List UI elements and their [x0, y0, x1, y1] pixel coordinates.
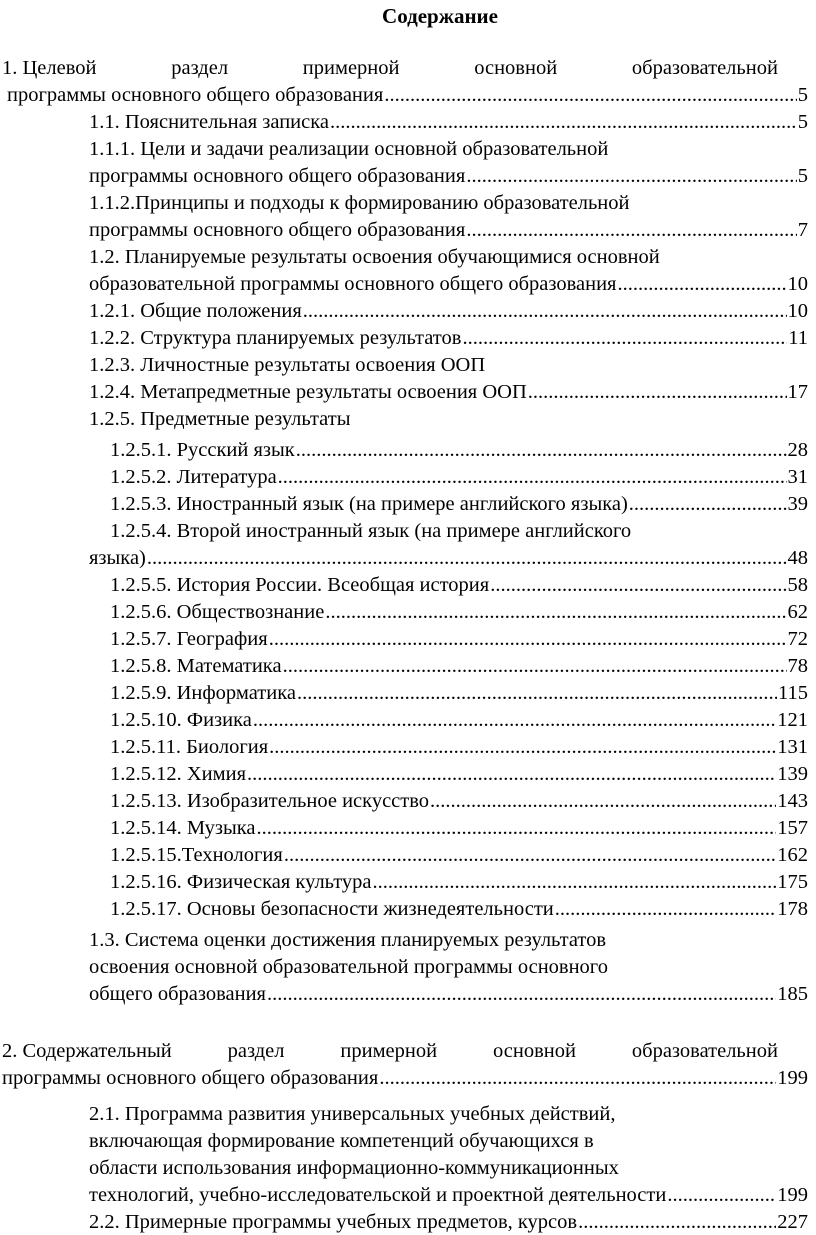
toc-leader-dots [555, 896, 776, 922]
toc-page-number: 10 [787, 300, 808, 322]
toc-entry [89, 136, 700, 162]
toc-leader-dots [296, 437, 787, 463]
toc-leader-dots [284, 842, 776, 868]
toc-page-number: 162 [777, 844, 808, 866]
toc-entry-text: 1.2.5.16. Физическая культура [110, 871, 372, 893]
toc-entry [110, 869, 808, 895]
toc-entry [89, 271, 808, 297]
toc-entry [110, 518, 778, 544]
toc-leader-dots [278, 464, 787, 490]
toc-entry [89, 954, 720, 980]
toc-page-number: 39 [787, 493, 808, 515]
toc-leader-dots [269, 626, 787, 652]
toc-page-number: 185 [777, 983, 808, 1005]
toc-page-number: 72 [787, 628, 808, 650]
toc-entry-text: 1.2.5.17. Основы безопасности жизнедеятельности [110, 898, 554, 920]
toc-page-number: 121 [777, 709, 808, 731]
toc-page-number: 199 [777, 1184, 808, 1206]
toc-entry [110, 761, 808, 787]
toc-page-number: 115 [778, 682, 808, 704]
toc-entry [89, 1182, 808, 1208]
toc-page-number: 5 [797, 84, 808, 106]
toc-entry [89, 545, 808, 571]
toc-heading-word: примерной [302, 57, 400, 79]
toc-entry [110, 572, 808, 598]
toc-entry [89, 406, 700, 432]
toc-heading-word: образовательной [631, 57, 778, 79]
toc-entry [2, 1065, 808, 1091]
toc-leader-dots [528, 379, 787, 405]
toc-entry-text: 1.2.5.13. Изобразительное искусство [110, 790, 430, 812]
toc-entry-text: 1.2. Планируемые результаты освоения обучающимися основной [89, 246, 660, 268]
toc-leader-dots [303, 298, 787, 324]
toc-entry-text: 1.2.5.3. Иностранный язык (на примере английского языка) [110, 493, 628, 515]
toc-entry [89, 1209, 808, 1235]
toc-leader-dots [629, 491, 787, 517]
toc-leader-dots [373, 869, 777, 895]
toc-entry-text: 1.2.5.15.Технология [110, 844, 283, 866]
toc-heading-word: 2. Содержательный [2, 1040, 172, 1062]
toc-page-number: 5 [797, 165, 808, 187]
toc-entry [110, 653, 808, 679]
toc-leader-dots [466, 163, 796, 189]
toc-leader-dots [618, 271, 787, 297]
toc-entry-text: 1.2.5.11. Биология [110, 736, 269, 758]
toc-page-number: 11 [788, 327, 808, 349]
toc-leader-dots [267, 981, 776, 1007]
toc-entry [89, 1155, 720, 1181]
toc-heading-word: основной [493, 1040, 576, 1062]
toc-heading-word: примерной [340, 1040, 438, 1062]
toc-entry-text: 1.1.2.Принципы и подходы к формированию образовательной [89, 192, 630, 214]
toc-section-heading [2, 1038, 778, 1064]
toc-entry-text: 1.2.5.9. Информатика [110, 682, 296, 704]
toc-entry [89, 109, 808, 135]
toc-entry-text: 1.2.3. Личностные результаты освоения ООП [89, 354, 486, 376]
toc-entry-text: 1.2.5.7. География [110, 628, 268, 650]
toc-page-number: 139 [777, 763, 808, 785]
toc-leader-dots [578, 1209, 776, 1235]
toc-page-number: 178 [777, 898, 808, 920]
toc-entry [89, 190, 720, 216]
toc-entry-text: программы основного общего образования [89, 219, 466, 241]
toc-entry [110, 464, 808, 490]
toc-entry-text: общего образования [89, 983, 266, 1005]
toc-entry-text: 1.2.5.1. Русский язык [110, 439, 295, 461]
toc-entry-text: освоения основной образовательной программы основного [89, 956, 608, 978]
toc-entry-text: 1.2.1. Общие положения [89, 300, 302, 322]
toc-entry [89, 298, 808, 324]
toc-page-number: 78 [787, 655, 808, 677]
toc-entry [110, 599, 808, 625]
toc-leader-dots [430, 788, 776, 814]
toc-entry-text: 1.2.4. Метапредметные результаты освоения ООП [89, 381, 527, 403]
toc-entry-text: 1.3. Система оценки достижения планируемых результатов [89, 929, 607, 951]
toc-entry-text: 1.2.2. Структура планируемых результатов [89, 327, 462, 349]
toc-entry [110, 896, 808, 922]
toc-entry [89, 1101, 720, 1127]
toc-entry [110, 734, 808, 760]
toc-entry-text: 2.1. Программа развития универсальных учебных действий, [89, 1103, 616, 1125]
toc-page-number: 131 [777, 736, 808, 758]
toc-entry-text: 1.2.5.2. Литература [110, 466, 277, 488]
toc-leader-dots [490, 572, 786, 598]
toc-page-number: 10 [787, 273, 808, 295]
toc-entry [89, 217, 808, 243]
toc-page-number: 227 [777, 1211, 808, 1233]
toc-leader-dots [466, 217, 796, 243]
toc-entry-text: области использования информационно-коммуникационных [89, 1157, 619, 1179]
toc-entry-text: 1.2.5.10. Физика [110, 709, 252, 731]
toc-page-number: 143 [777, 790, 808, 812]
toc-entry-text: 2.2. Примерные программы учебных предметов, курсов [89, 1211, 578, 1233]
toc-page-number: 28 [787, 439, 808, 461]
toc-entry-text: 1.2.5.5. История России. Всеобщая история [110, 574, 490, 596]
toc-entry-text: 1.2.5.8. Математика [110, 655, 282, 677]
toc-page-number: 5 [797, 111, 808, 133]
toc-leader-dots [325, 599, 786, 625]
toc-leader-dots [297, 680, 777, 706]
toc-heading-word: раздел [171, 57, 229, 79]
toc-entry-text: 1.1.1. Цели и задачи реализации основной образовательной [89, 138, 609, 160]
toc-entry [110, 707, 808, 733]
toc-page-number: 7 [797, 219, 808, 241]
toc-heading-word: основной [474, 57, 558, 79]
page-title: Содержание [382, 4, 498, 28]
toc-entry [7, 82, 808, 108]
toc-entry-text: 1.2.5.4. Второй иностранный язык (на примере английского [110, 520, 632, 542]
toc-entry [110, 680, 808, 706]
toc-leader-dots [256, 815, 776, 841]
toc-page-number: 17 [787, 381, 808, 403]
toc-leader-dots [462, 325, 787, 351]
toc-page-number: 48 [787, 547, 808, 569]
toc-entry-text: 1.2.5. Предметные результаты [89, 408, 351, 430]
toc-leader-dots [247, 761, 776, 787]
toc-entry [110, 491, 808, 517]
toc-page-number: 175 [777, 871, 808, 893]
toc-entry-text: языка) [89, 547, 146, 569]
toc-leader-dots [147, 545, 787, 571]
toc-entry-text: программы основного общего образования [2, 1067, 379, 1089]
toc-entry-text: 1.2.5.12. Химия [110, 763, 247, 785]
toc-page-number: 58 [787, 574, 808, 596]
toc-entry-text: образовательной программы основного общего образования [89, 273, 617, 295]
toc-heading-word: образовательной [631, 1040, 778, 1062]
toc-entry-text: 1.2.5.6. Обществознание [110, 601, 325, 623]
toc-leader-dots [384, 82, 796, 108]
toc-entry-text: 1.1. Пояснительная записка [89, 111, 329, 133]
toc-page-number: 31 [787, 466, 808, 488]
toc-leader-dots [253, 707, 776, 733]
toc-entry [110, 815, 808, 841]
toc-leader-dots [379, 1065, 776, 1091]
toc-entry [110, 842, 808, 868]
toc-entry [89, 163, 808, 189]
toc-entry [110, 626, 808, 652]
toc-leader-dots [269, 734, 776, 760]
toc-entry [110, 437, 808, 463]
toc-leader-dots [283, 653, 787, 679]
toc-page-number: 157 [777, 817, 808, 839]
toc-page-number: 62 [787, 601, 808, 623]
toc-entry [89, 981, 808, 1007]
toc-entry-text: технологий, учебно-исследовательской и проектной деятельности [89, 1184, 667, 1206]
toc-entry-text: программы основного общего образования [89, 165, 466, 187]
toc-entry-text: включающая формирование компетенций обучающихся в [89, 1130, 594, 1152]
toc-leader-dots [667, 1182, 776, 1208]
toc-heading-word: раздел [227, 1040, 285, 1062]
toc-page-number: 199 [777, 1067, 808, 1089]
toc-entry-text: программы основного общего образования [7, 84, 384, 106]
toc-entry [89, 379, 808, 405]
toc-entry [89, 244, 750, 270]
toc-entry [89, 927, 720, 953]
toc-entry [89, 1128, 720, 1154]
toc-entry [110, 788, 808, 814]
toc-entry [89, 352, 700, 378]
toc-leader-dots [330, 109, 797, 135]
toc-heading-word: 1. Целевой [2, 57, 97, 79]
toc-entry [89, 325, 808, 351]
toc-section-heading [2, 55, 778, 81]
toc-entry-text: 1.2.5.14. Музыка [110, 817, 256, 839]
